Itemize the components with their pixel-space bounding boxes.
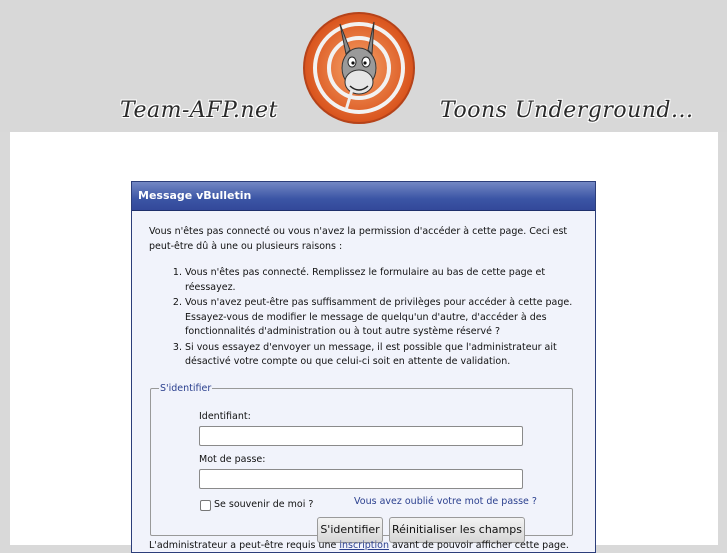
register-note-after: avant de pouvoir afficher cette page.: [388, 540, 569, 551]
remember-me[interactable]: [200, 498, 313, 513]
site-name-left[interactable]: Team-AFP.net: [120, 98, 278, 123]
list-item: 2. Vous n'avez peut-être pas suffisamment de privilèges pour accéder à cette page. Essayez-vous de modifier le message de quelqu'un d'autre, d'accéder à des fonctionnalités d'administration ou à tout autre système réservé ?: [185, 296, 585, 340]
reason-list: [149, 266, 585, 370]
login-legend: S'identifier: [160, 382, 212, 394]
login-fieldset: [150, 382, 573, 536]
list-item: 1. Vous n'êtes pas connecté. Remplissez le formulaire au bas de cette page et réessayez.: [185, 266, 585, 295]
page-content: [10, 132, 718, 551]
panel-body: [132, 211, 595, 551]
donkey-logo-icon[interactable]: [302, 10, 416, 126]
message-panel: [131, 181, 596, 553]
intro-text: Vous n'êtes pas connecté ou vous n'avez la permission d'accéder à cette page. Ceci est peut-être dû à une ou plusieurs raisons :: [149, 226, 568, 252]
password-label: Mot de passe:: [199, 454, 266, 465]
reset-button[interactable]: Réinitialiser les champs: [389, 517, 525, 543]
forgot-password-link[interactable]: Vous avez oublié votre mot de passe ?: [354, 496, 537, 507]
remember-checkbox[interactable]: [200, 500, 211, 511]
register-note: [149, 540, 569, 551]
list-item: 3. Si vous essayez d'envoyer un message, il est possible que l'administrateur ait désactivé votre compte ou que celui-ci soit en attente de validation.: [185, 341, 585, 370]
site-tagline-right[interactable]: Toons Underground...: [440, 98, 694, 123]
username-label: Identifiant:: [199, 411, 251, 422]
login-button[interactable]: S'identifier: [317, 517, 383, 543]
register-note-before: L'administrateur a peut-être requis une: [149, 540, 340, 551]
register-link[interactable]: inscription: [339, 540, 389, 551]
username-input[interactable]: [199, 426, 523, 446]
panel-title: Message vBulletin: [132, 182, 595, 211]
remember-label[interactable]: Se souvenir de moi ?: [214, 499, 314, 510]
password-input[interactable]: [199, 469, 523, 489]
site-header: [0, 0, 727, 132]
